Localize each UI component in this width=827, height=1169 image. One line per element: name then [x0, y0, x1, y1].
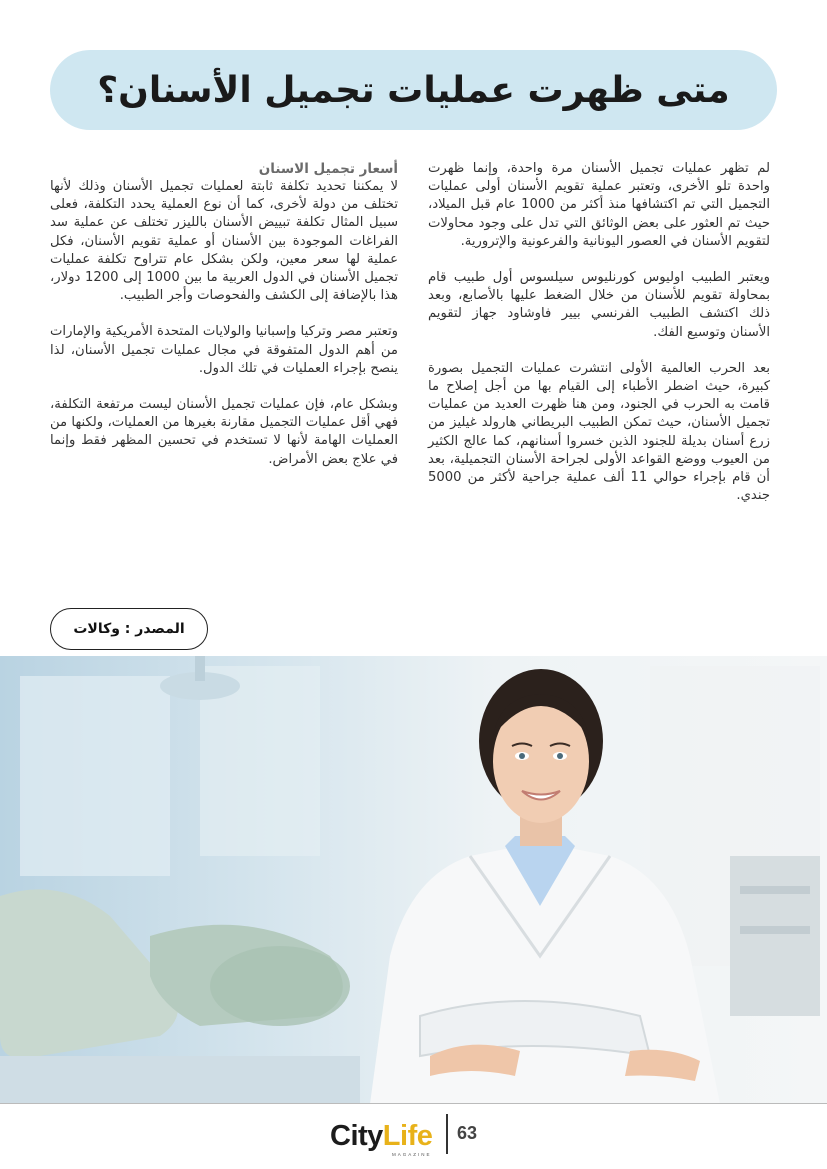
source-badge	[50, 608, 208, 650]
article-title: متى ظهرت عمليات تجميل الأسنان؟	[97, 69, 730, 111]
article-column-right	[428, 160, 770, 523]
dentist-illustration	[0, 656, 827, 1104]
footer	[0, 1104, 827, 1169]
article-column-left	[50, 160, 398, 487]
paragraph: ويعتبر الطبيب اوليوس كورنليوس سيلسوس أول طبيب قام بمحاولة تقويم للأسنان من خلال الضغط عليها بالأصابع، وبعد ذلك اكتشف الطبيب الفرنسي بيير فاوشاود جهاز لتقويم الأسنان وتوسيع الفك.	[428, 270, 770, 340]
logo-life: Life	[382, 1120, 433, 1152]
source-label: المصدر : وكالات	[73, 621, 185, 637]
logo-city: City	[330, 1120, 383, 1152]
paragraph: لم تظهر عمليات تجميل الأسنان مرة واحدة، وإنما ظهرت واحدة تلو الأخرى، وتعتبر عملية تقويم الأسنان أولى عمليات التجميل التي تم اكتشافها منذ أكثر من 1000 عام قبل الميلاد، حيث تم العثور على بعض الوثائق التي تدل على وجود محاولات لتقويم الأسنان في العصور اليونانية والفرعونية والإترورية.	[428, 161, 770, 249]
section-subheading: أسعار تجميل الاسنان	[258, 161, 398, 177]
logo-subtitle: MAGAZINE	[392, 1152, 432, 1157]
paragraph: لا يمكننا تحديد تكلفة ثابتة لعمليات تجميل الأسنان وذلك لأنها تختلف من دولة لأخرى، كما أن نوع العملية يحدد التكلفة، فعلى سبيل المثال تكلفة تبييض الأسنان بالليزر تختلف عن عملية سد الفراغات الموجودة بين الأسنان أو عملية تقويم الأسنان، فكل عملية لها سعر معين، ولكن بشكل عام تتراوح تكلفة عمليات تجميل الأسنان في الدول العربية ما بين 1000 إلى 1200 دولار، هذا بالإضافة إلى الكشف والفحوصات وأجر الطبيب.	[50, 179, 398, 304]
paragraph: بعد الحرب العالمية الأولى انتشرت عمليات التجميل بصورة كبيرة، حيث اضطر الأطباء إلى القيام بها من أجل إصلاح ما قامت به الحرب في الجنود، ومن هنا ظهرت العديد من عمليات تجميل الأسنان، حيث تمكن الطبيب البريطاني هارولد غيليز من زرع أسنان بديلة للجنود الذين خسروا أسنانهم، كما عالج الكثير من العيوب ووضع القواعد الأولى لجراحة الأسنان التجميلية، بعد أن قام بإجراء حوالي 11 ألف عملية جراحية لأكثر من 5000 جندي.	[428, 360, 770, 504]
dentist-photo	[0, 656, 827, 1104]
footer-separator	[446, 1114, 448, 1154]
paragraph: وبشكل عام، فإن عمليات تجميل الأسنان ليست مرتفعة التكلفة، فهي أقل عمليات التجميل مقارنة بغيرها من العمليات، ولكنها من العمليات الهامة لأنها لا تستخدم في تحسين المظهر فقط وإنما في علاج بعض الأمراض.	[50, 397, 398, 467]
paragraph: وتعتبر مصر وتركيا وإسبانيا والولايات المتحدة الأمريكية والإمارات من أهم الدول المتفوقة في مجال عمليات تجميل الأسنان، لذا ينصح بإجراء العمليات في تلك الدول.	[50, 324, 398, 376]
page-number: 63	[457, 1123, 478, 1143]
citylife-logo	[330, 1120, 432, 1153]
title-banner	[50, 50, 777, 130]
